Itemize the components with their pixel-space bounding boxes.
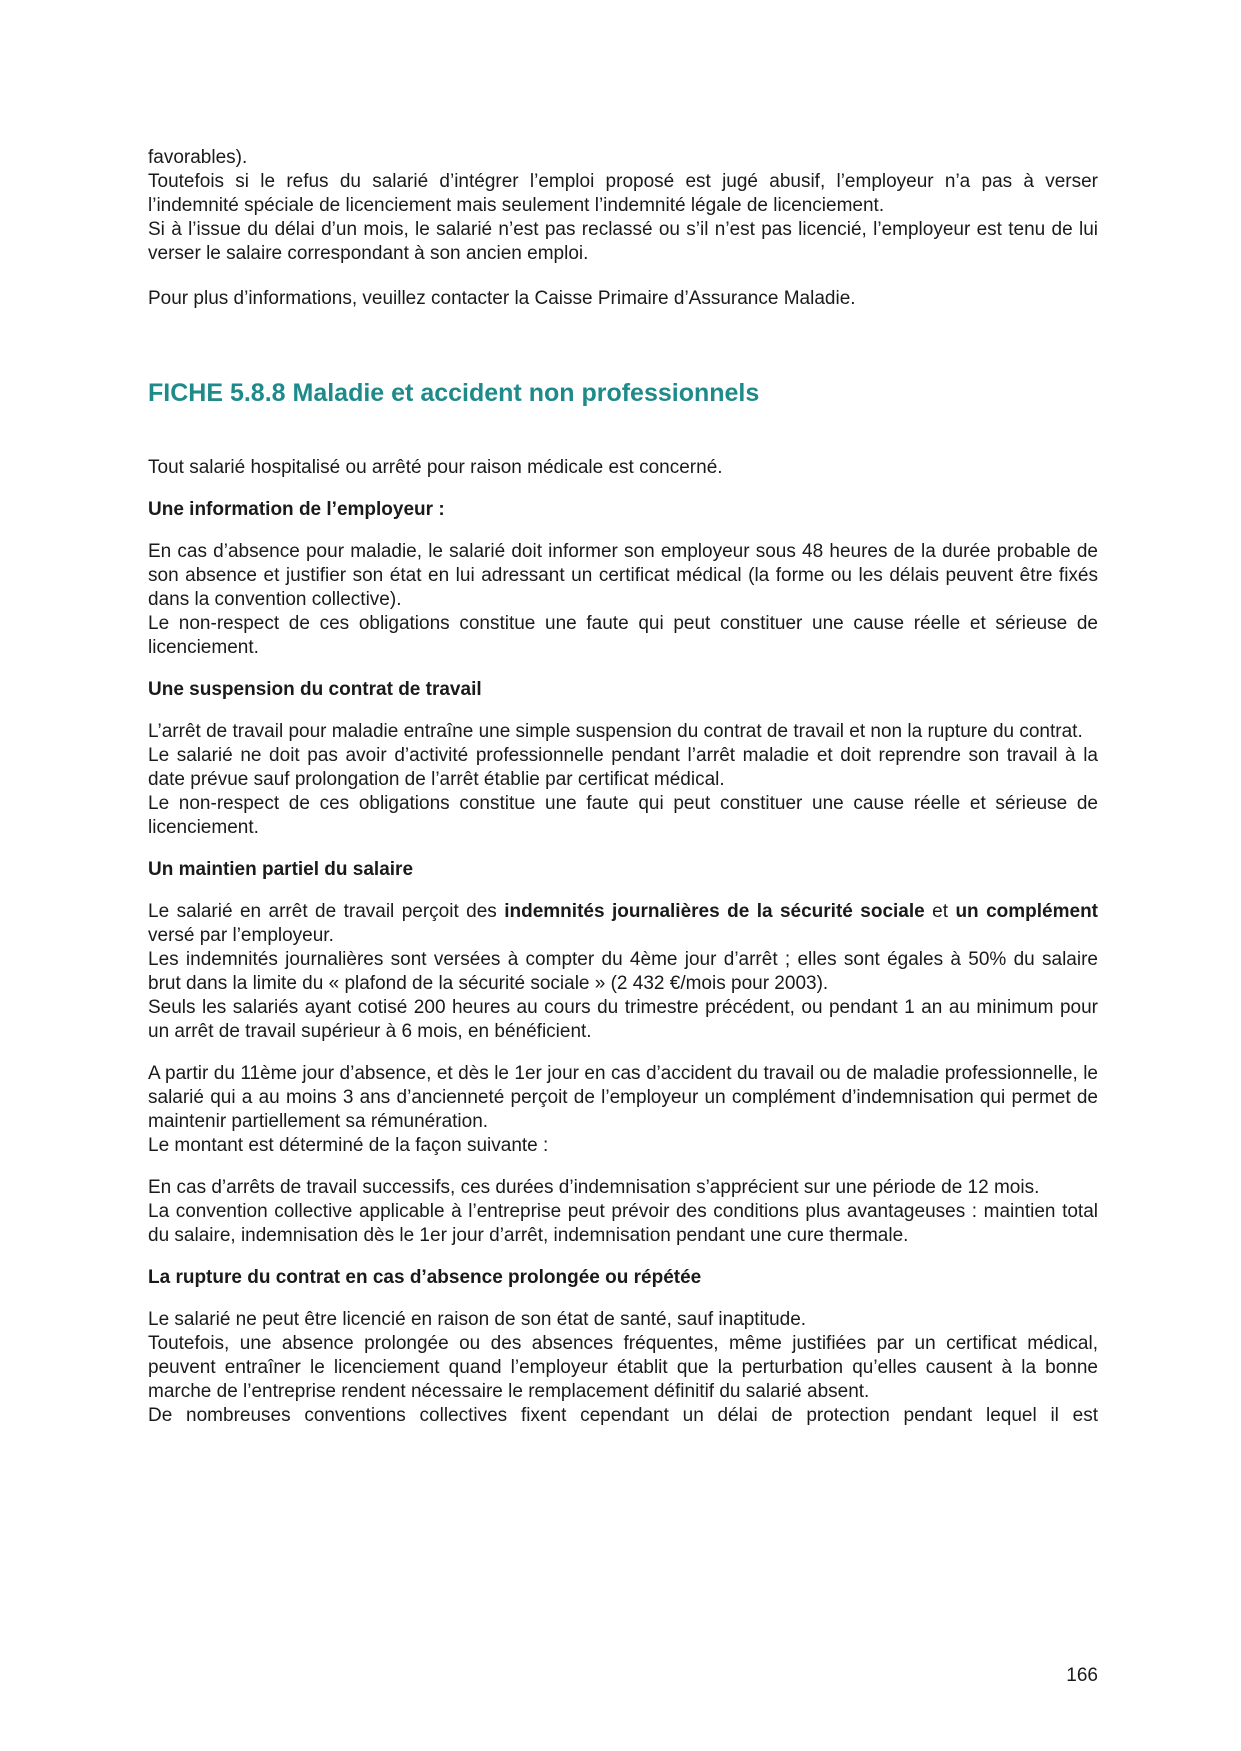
maintien-paragraph-3: Seuls les salariés ayant cotisé 200 heures au cours du trimestre précédent, ou pendant 1 an au minimum pour un arrêt de travail supérieur à 6 mois, en bénéficient. <box>148 997 1098 1042</box>
intro-paragraph-2: Toutefois si le refus du salarié d’intégrer l’emploi proposé est jugé abusif, l’employeur n’a pas à verser l’indemnité spéciale de licenciement mais seulement l’indemnité légale de licenciement. <box>148 171 1098 216</box>
information-paragraph-2: Le non-respect de ces obligations constitue une faute qui peut constituer une cause réelle et sérieuse de licenciement. <box>148 613 1098 658</box>
maintien-p1-bold-complement: un complément <box>955 901 1099 922</box>
maintien-paragraph-7: La convention collective applicable à l’entreprise peut prévoir des conditions plus avantageuses : maintien total du salaire, indemnisation dès le 1er jour d’arrêt, indemnisation pendant une cure thermale. <box>148 1201 1098 1246</box>
maintien-p1-text-e: versé par l’employeur. <box>148 925 334 946</box>
maintien-p1-text-a: Le salarié en arrêt de travail perçoit des <box>148 901 505 922</box>
intro-paragraph-4: Pour plus d’informations, veuillez contacter la Caisse Primaire d’Assurance Maladie. <box>148 288 856 309</box>
intro-paragraph-1: favorables). <box>148 147 248 168</box>
suspension-paragraph-3: Le non-respect de ces obligations constitue une faute qui peut constituer une cause réelle et sérieuse de licenciement. <box>148 793 1098 838</box>
fiche-title: FICHE 5.8.8 Maladie et accident non professionnels <box>148 379 760 407</box>
information-paragraph-1: En cas d’absence pour maladie, le salarié doit informer son employeur sous 48 heures de la durée probable de son absence et justifier son état en lui adressant un certificat médical (la forme ou les délais peuvent être fixés dans la convention collective). <box>148 541 1098 610</box>
information-heading: Une information de l’employeur : <box>148 499 445 520</box>
maintien-heading: Un maintien partiel du salaire <box>148 859 414 880</box>
maintien-paragraph-2: Les indemnités journalières sont versées à compter du 4ème jour d’arrêt ; elles sont égales à 50% du salaire brut dans la limite du « plafond de la sécurité sociale » (2 432 €/mois pour 2003). <box>148 949 1098 994</box>
intro-paragraph-3: Si à l’issue du délai d’un mois, le salarié n’est pas reclassé ou s’il n’est pas licencié, l’employeur est tenu de lui verser le salaire correspondant à son ancien emploi. <box>148 219 1098 264</box>
maintien-paragraph-5: Le montant est déterminé de la façon suivante : <box>148 1135 549 1156</box>
maintien-paragraph-4: A partir du 11ème jour d’absence, et dès le 1er jour en cas d’accident du travail ou de maladie professionnelle, le salarié qui a au moins 3 ans d’ancienneté perçoit de l’employeur un complément d’indemnisation qui permet de maintenir partiellement sa rémunération. <box>148 1063 1098 1132</box>
concerned-paragraph: Tout salarié hospitalisé ou arrêté pour raison médicale est concerné. <box>148 457 723 478</box>
suspension-paragraph-2: Le salarié ne doit pas avoir d’activité professionnelle pendant l’arrêt maladie et doit reprendre son travail à la date prévue sauf prolongation de l’arrêt établie par certificat médical. <box>148 745 1098 790</box>
maintien-paragraph-1 <box>148 900 1098 948</box>
suspension-paragraph-1: L’arrêt de travail pour maladie entraîne une simple suspension du contrat de travail et non la rupture du contrat. <box>148 721 1083 742</box>
maintien-p1-text-c: et <box>924 901 956 922</box>
maintien-paragraph-6: En cas d’arrêts de travail successifs, ces durées d’indemnisation s’apprécient sur une période de 12 mois. <box>148 1177 1040 1198</box>
rupture-paragraph-1: Le salarié ne peut être licencié en raison de son état de santé, sauf inaptitude. <box>148 1309 807 1330</box>
suspension-heading: Une suspension du contrat de travail <box>148 679 482 700</box>
page-content <box>148 146 1098 1428</box>
maintien-p1-bold-ij: indemnités journalières de la sécurité sociale <box>504 901 925 922</box>
rupture-paragraph-3: De nombreuses conventions collectives fixent cependant un délai de protection pendant lequel il est <box>148 1405 1098 1426</box>
rupture-heading: La rupture du contrat en cas d’absence prolongée ou répétée <box>148 1267 702 1288</box>
rupture-paragraph-2: Toutefois, une absence prolongée ou des absences fréquentes, même justifiées par un certificat médical, peuvent entraîner le licenciement quand l’employeur établit que la perturbation qu’elles causent à la bonne marche de l’entreprise rendent nécessaire le remplacement définitif du salarié absent. <box>148 1333 1098 1402</box>
page-number: 166 <box>1066 1665 1098 1686</box>
